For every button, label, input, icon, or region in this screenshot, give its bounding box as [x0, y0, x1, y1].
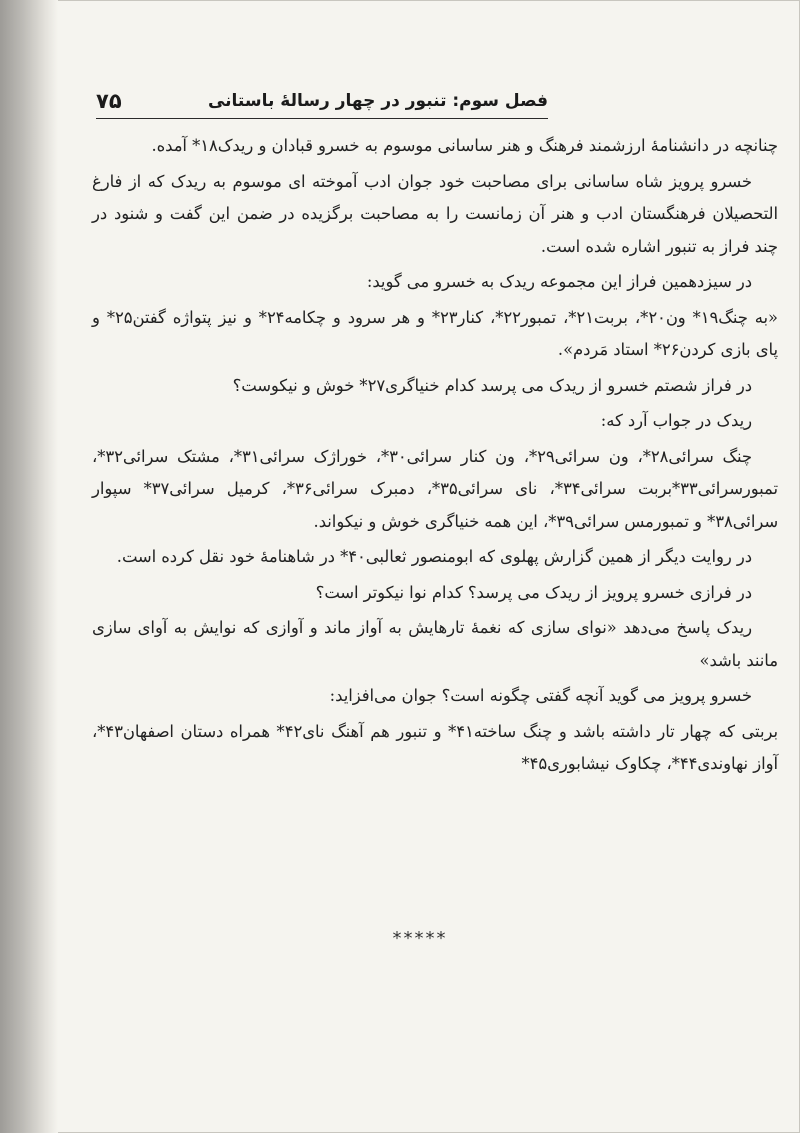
paragraph: در روایت دیگر از همین گزارش پهلوی که ابومنصور ثعالبی۴۰* در شاهنامهٔ خود نقل کرده است.: [116, 547, 752, 566]
paragraph: خسرو پرویز شاه ساسانی برای مصاحبت خود جوان ادب آموخته ای موسوم به ریدک که از فارغ التحصیلان فرهنگستان ادب و هنر آن زمانست را به مصاحبت برگزیده در ضمن این گفت و شنود در چند فراز به تنبور اشاره شده است.: [92, 171, 778, 256]
header-divider: [96, 118, 548, 119]
paragraph: ریدک پاسخ می‌دهد «نوای سازی که نغمهٔ تارهایش به آواز ماند و آوازی که نوایش به آوای سازی مانند باشد»: [92, 618, 778, 670]
paragraph: خسرو پرویز می گوید آنچه گفتی چگونه است؟ جوان می‌افزاید:: [329, 686, 752, 705]
paragraph: چنگ سرائی۲۸*، ون سرائی۲۹*، ون کنار سرائی۳۰*، خوراژک سرائی۳۱*، مشتک سرائی۳۲*، تمبورسرائی۳۳*بربت سرائی۳۴*، نای سرائی۳۵*، دمبرک سرائی۳۶*، کرمیل سرائی۳۷* سپوار سرائی۳۸* و تمبورمس سرائی۳۹*، این همه خنیاگری خوش و نیکواند.: [92, 446, 779, 531]
paragraph: در فراز شصتم خسرو از ریدک می پرسد کدام خنیاگری۲۷* خوش و نیکوست؟: [232, 375, 752, 395]
paragraph: ریدک در جواب آرد که:: [600, 411, 752, 430]
paragraph: «به چنگ۱۹* ون۲۰*، بربت۲۱*، تمبور۲۲*، کنار۲۳* و هر سرود و چکامه۲۴* و نیز پتواژه گفتن۲۵* و پای بازی کردن۲۶* استاد مَردم».: [92, 307, 779, 359]
section-end-ornament: *****: [392, 928, 448, 949]
chapter-header-title: فصل سوم: تنبور در چهار رسالهٔ باستانی: [207, 91, 548, 111]
paragraph: در فرازی خسرو پرویز از ریدک می پرسد؟ کدام نوا نیکوتر است؟: [315, 582, 752, 602]
page-number: ۷۵: [96, 89, 122, 113]
paragraph: چنانچه در دانشنامهٔ ارزشمند فرهنگ و هنر ساسانی موسوم به خسرو قبادان و ریدک۱۸* آمده.: [151, 136, 778, 155]
paragraph: در سیزدهمین فراز این مجموعه ریدک به خسرو می گوید:: [366, 272, 752, 291]
page-gutter-shadow: [0, 0, 58, 1133]
page-body: [92, 130, 778, 784]
paragraph: بربتی که چهار تار داشته باشد و چنگ ساخته۴۱* و تنبور هم آهنگ نای۴۲* همراه دستان اصفهان۴۳*، آواز نهاوندی۴۴*، چکاوک نیشابوری۴۵*: [92, 721, 779, 773]
